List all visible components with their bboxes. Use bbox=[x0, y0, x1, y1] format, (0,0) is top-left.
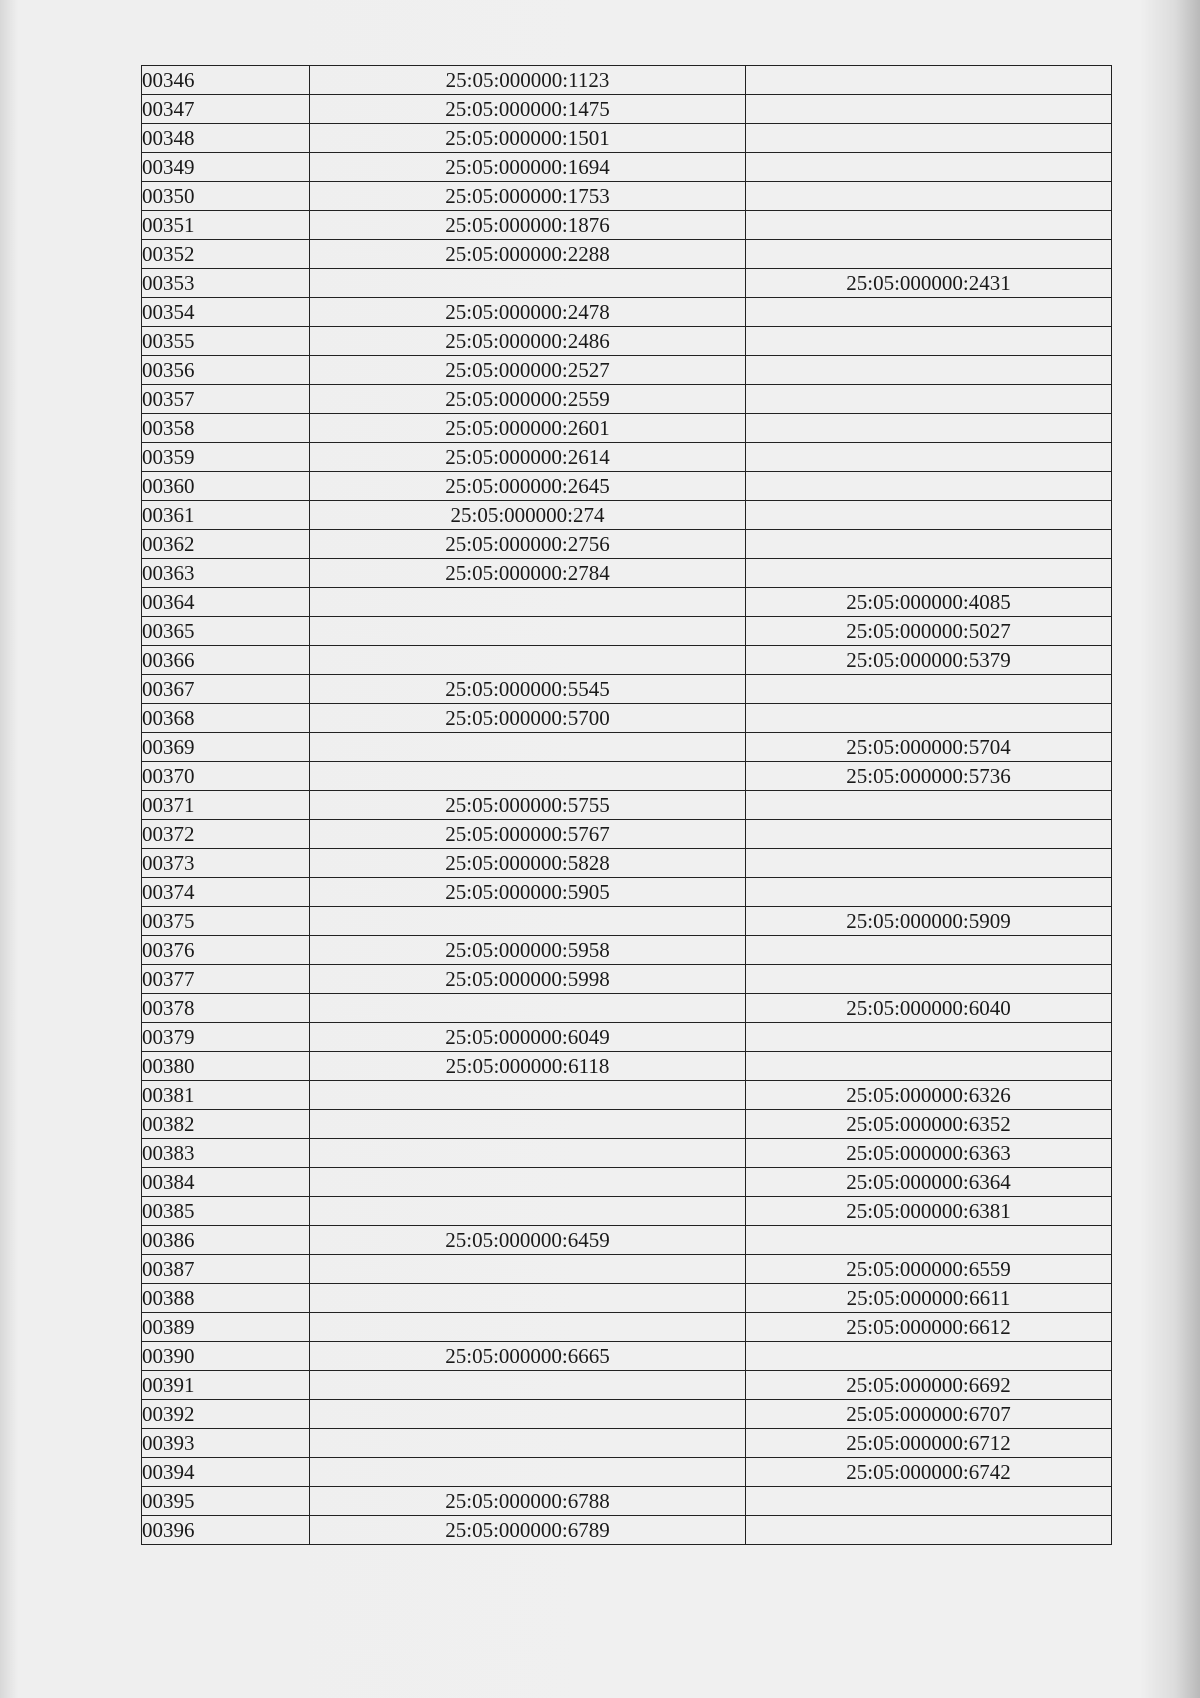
table-row bbox=[142, 1487, 1112, 1516]
row-number-cell: 00361 bbox=[142, 501, 310, 530]
cadastral-number-cell-b: 25:05:000000:6742 bbox=[746, 1458, 1112, 1487]
table-row bbox=[142, 878, 1112, 907]
cadastral-number-cell-b: 25:05:000000:6352 bbox=[746, 1110, 1112, 1139]
row-number-cell: 00373 bbox=[142, 849, 310, 878]
row-number-cell: 00349 bbox=[142, 153, 310, 182]
cadastral-number-cell-a: 25:05:000000:6788 bbox=[310, 1487, 746, 1516]
cadastral-number-cell-a: 25:05:000000:6789 bbox=[310, 1516, 746, 1545]
cadastral-number-cell-a: 25:05:000000:5828 bbox=[310, 849, 746, 878]
cadastral-number-cell-a: 25:05:000000:5998 bbox=[310, 965, 746, 994]
row-number-cell: 00376 bbox=[142, 936, 310, 965]
cadastral-number-cell-a: 25:05:000000:2288 bbox=[310, 240, 746, 269]
cadastral-number-cell-a bbox=[310, 1168, 746, 1197]
table-row bbox=[142, 994, 1112, 1023]
cadastral-number-cell-b: 25:05:000000:6612 bbox=[746, 1313, 1112, 1342]
row-number-cell: 00350 bbox=[142, 182, 310, 211]
cadastral-number-table bbox=[141, 65, 1112, 1545]
cadastral-number-cell-b bbox=[746, 240, 1112, 269]
cadastral-number-cell-b bbox=[746, 95, 1112, 124]
cadastral-number-cell-a bbox=[310, 1197, 746, 1226]
cadastral-number-cell-b bbox=[746, 820, 1112, 849]
cadastral-number-cell-b bbox=[746, 211, 1112, 240]
cadastral-number-cell-b: 25:05:000000:6559 bbox=[746, 1255, 1112, 1284]
cadastral-number-cell-a: 25:05:000000:1475 bbox=[310, 95, 746, 124]
cadastral-number-cell-a bbox=[310, 1284, 746, 1313]
cadastral-number-cell-b bbox=[746, 356, 1112, 385]
row-number-cell: 00388 bbox=[142, 1284, 310, 1313]
cadastral-number-cell-a bbox=[310, 1400, 746, 1429]
table-row bbox=[142, 298, 1112, 327]
table-row bbox=[142, 269, 1112, 298]
row-number-cell: 00368 bbox=[142, 704, 310, 733]
cadastral-number-cell-a: 25:05:000000:5905 bbox=[310, 878, 746, 907]
row-number-cell: 00378 bbox=[142, 994, 310, 1023]
cadastral-number-cell-b bbox=[746, 298, 1112, 327]
row-number-cell: 00354 bbox=[142, 298, 310, 327]
cadastral-number-cell-a bbox=[310, 1139, 746, 1168]
cadastral-number-cell-b bbox=[746, 704, 1112, 733]
table-row bbox=[142, 1313, 1112, 1342]
cadastral-number-cell-a: 25:05:000000:5958 bbox=[310, 936, 746, 965]
table-row bbox=[142, 1168, 1112, 1197]
cadastral-number-cell-a bbox=[310, 733, 746, 762]
table-row bbox=[142, 588, 1112, 617]
row-number-cell: 00366 bbox=[142, 646, 310, 675]
row-number-cell: 00346 bbox=[142, 66, 310, 95]
cadastral-number-cell-a: 25:05:000000:6118 bbox=[310, 1052, 746, 1081]
cadastral-number-cell-a: 25:05:000000:1694 bbox=[310, 153, 746, 182]
cadastral-number-cell-b bbox=[746, 1052, 1112, 1081]
row-number-cell: 00351 bbox=[142, 211, 310, 240]
table-row bbox=[142, 1052, 1112, 1081]
table-row bbox=[142, 733, 1112, 762]
row-number-cell: 00360 bbox=[142, 472, 310, 501]
cadastral-number-cell-b: 25:05:000000:6363 bbox=[746, 1139, 1112, 1168]
cadastral-number-cell-a: 25:05:000000:5767 bbox=[310, 820, 746, 849]
row-number-cell: 00392 bbox=[142, 1400, 310, 1429]
row-number-cell: 00394 bbox=[142, 1458, 310, 1487]
cadastral-number-cell-b bbox=[746, 1342, 1112, 1371]
table-row bbox=[142, 472, 1112, 501]
cadastral-number-cell-a bbox=[310, 269, 746, 298]
row-number-cell: 00362 bbox=[142, 530, 310, 559]
table-row bbox=[142, 66, 1112, 95]
table-row bbox=[142, 849, 1112, 878]
row-number-cell: 00363 bbox=[142, 559, 310, 588]
table-body bbox=[142, 66, 1112, 1545]
cadastral-number-cell-a bbox=[310, 617, 746, 646]
table-row bbox=[142, 1226, 1112, 1255]
row-number-cell: 00391 bbox=[142, 1371, 310, 1400]
cadastral-number-cell-b: 25:05:000000:6707 bbox=[746, 1400, 1112, 1429]
table-row bbox=[142, 1429, 1112, 1458]
row-number-cell: 00396 bbox=[142, 1516, 310, 1545]
cadastral-number-cell-b bbox=[746, 675, 1112, 704]
cadastral-number-cell-b bbox=[746, 849, 1112, 878]
table-row bbox=[142, 124, 1112, 153]
table-row bbox=[142, 1255, 1112, 1284]
cadastral-number-cell-b: 25:05:000000:5027 bbox=[746, 617, 1112, 646]
table-row bbox=[142, 327, 1112, 356]
cadastral-number-cell-b: 25:05:000000:6326 bbox=[746, 1081, 1112, 1110]
cadastral-number-cell-a: 25:05:000000:1876 bbox=[310, 211, 746, 240]
table-row bbox=[142, 559, 1112, 588]
row-number-cell: 00359 bbox=[142, 443, 310, 472]
row-number-cell: 00370 bbox=[142, 762, 310, 791]
cadastral-number-cell-b: 25:05:000000:5909 bbox=[746, 907, 1112, 936]
cadastral-number-cell-a: 25:05:000000:1123 bbox=[310, 66, 746, 95]
row-number-cell: 00385 bbox=[142, 1197, 310, 1226]
cadastral-number-cell-a: 25:05:000000:2478 bbox=[310, 298, 746, 327]
cadastral-number-cell-b bbox=[746, 1487, 1112, 1516]
cadastral-number-cell-a bbox=[310, 1110, 746, 1139]
cadastral-number-cell-b bbox=[746, 559, 1112, 588]
row-number-cell: 00382 bbox=[142, 1110, 310, 1139]
table-row bbox=[142, 936, 1112, 965]
cadastral-number-cell-b: 25:05:000000:6040 bbox=[746, 994, 1112, 1023]
row-number-cell: 00364 bbox=[142, 588, 310, 617]
row-number-cell: 00371 bbox=[142, 791, 310, 820]
cadastral-number-cell-a: 25:05:000000:6665 bbox=[310, 1342, 746, 1371]
cadastral-number-cell-a: 25:05:000000:1753 bbox=[310, 182, 746, 211]
row-number-cell: 00372 bbox=[142, 820, 310, 849]
cadastral-number-cell-a bbox=[310, 907, 746, 936]
table-row bbox=[142, 1516, 1112, 1545]
table-row bbox=[142, 356, 1112, 385]
row-number-cell: 00369 bbox=[142, 733, 310, 762]
cadastral-number-cell-b bbox=[746, 1516, 1112, 1545]
row-number-cell: 00352 bbox=[142, 240, 310, 269]
table-row bbox=[142, 1139, 1112, 1168]
table-row bbox=[142, 95, 1112, 124]
cadastral-number-cell-b: 25:05:000000:4085 bbox=[746, 588, 1112, 617]
cadastral-number-cell-a: 25:05:000000:1501 bbox=[310, 124, 746, 153]
table-row bbox=[142, 182, 1112, 211]
cadastral-number-cell-b bbox=[746, 1023, 1112, 1052]
row-number-cell: 00348 bbox=[142, 124, 310, 153]
table-row bbox=[142, 1197, 1112, 1226]
cadastral-number-cell-a: 25:05:000000:2756 bbox=[310, 530, 746, 559]
row-number-cell: 00387 bbox=[142, 1255, 310, 1284]
table-row bbox=[142, 617, 1112, 646]
row-number-cell: 00383 bbox=[142, 1139, 310, 1168]
row-number-cell: 00384 bbox=[142, 1168, 310, 1197]
cadastral-number-cell-b: 25:05:000000:6692 bbox=[746, 1371, 1112, 1400]
table-row bbox=[142, 762, 1112, 791]
cadastral-number-cell-a: 25:05:000000:2527 bbox=[310, 356, 746, 385]
cadastral-number-cell-a: 25:05:000000:2614 bbox=[310, 443, 746, 472]
cadastral-number-cell-a: 25:05:000000:5545 bbox=[310, 675, 746, 704]
cadastral-number-cell-b bbox=[746, 965, 1112, 994]
cadastral-number-cell-a bbox=[310, 588, 746, 617]
table-row bbox=[142, 820, 1112, 849]
cadastral-number-cell-a: 25:05:000000:2645 bbox=[310, 472, 746, 501]
row-number-cell: 00356 bbox=[142, 356, 310, 385]
table-row bbox=[142, 153, 1112, 182]
cadastral-number-cell-a bbox=[310, 1313, 746, 1342]
row-number-cell: 00395 bbox=[142, 1487, 310, 1516]
cadastral-number-cell-b bbox=[746, 443, 1112, 472]
table-row bbox=[142, 1110, 1112, 1139]
cadastral-number-cell-a bbox=[310, 1081, 746, 1110]
table-row bbox=[142, 1400, 1112, 1429]
table-row bbox=[142, 501, 1112, 530]
cadastral-number-cell-a: 25:05:000000:2601 bbox=[310, 414, 746, 443]
cadastral-number-cell-b bbox=[746, 530, 1112, 559]
cadastral-number-cell-a: 25:05:000000:6459 bbox=[310, 1226, 746, 1255]
table-row bbox=[142, 1371, 1112, 1400]
cadastral-number-cell-a: 25:05:000000:2784 bbox=[310, 559, 746, 588]
row-number-cell: 00377 bbox=[142, 965, 310, 994]
cadastral-number-cell-b: 25:05:000000:6381 bbox=[746, 1197, 1112, 1226]
table-row bbox=[142, 211, 1112, 240]
table-row bbox=[142, 240, 1112, 269]
cadastral-number-cell-b: 25:05:000000:6712 bbox=[746, 1429, 1112, 1458]
table-row bbox=[142, 907, 1112, 936]
cadastral-number-cell-a bbox=[310, 1255, 746, 1284]
cadastral-number-cell-b bbox=[746, 1226, 1112, 1255]
table-row bbox=[142, 443, 1112, 472]
cadastral-number-cell-b: 25:05:000000:6364 bbox=[746, 1168, 1112, 1197]
table-row bbox=[142, 385, 1112, 414]
row-number-cell: 00393 bbox=[142, 1429, 310, 1458]
cadastral-number-cell-b bbox=[746, 153, 1112, 182]
cadastral-number-cell-b bbox=[746, 124, 1112, 153]
table-row bbox=[142, 1023, 1112, 1052]
cadastral-number-cell-b bbox=[746, 66, 1112, 95]
cadastral-number-cell-a: 25:05:000000:5700 bbox=[310, 704, 746, 733]
table-row bbox=[142, 791, 1112, 820]
row-number-cell: 00375 bbox=[142, 907, 310, 936]
cadastral-number-cell-a: 25:05:000000:2559 bbox=[310, 385, 746, 414]
row-number-cell: 00374 bbox=[142, 878, 310, 907]
cadastral-number-cell-b: 25:05:000000:5704 bbox=[746, 733, 1112, 762]
table-row bbox=[142, 1284, 1112, 1313]
cadastral-number-cell-b: 25:05:000000:5736 bbox=[746, 762, 1112, 791]
cadastral-number-cell-b: 25:05:000000:5379 bbox=[746, 646, 1112, 675]
row-number-cell: 00380 bbox=[142, 1052, 310, 1081]
cadastral-number-cell-b bbox=[746, 182, 1112, 211]
row-number-cell: 00379 bbox=[142, 1023, 310, 1052]
row-number-cell: 00390 bbox=[142, 1342, 310, 1371]
row-number-cell: 00389 bbox=[142, 1313, 310, 1342]
row-number-cell: 00353 bbox=[142, 269, 310, 298]
cadastral-number-cell-b bbox=[746, 878, 1112, 907]
cadastral-number-cell-b: 25:05:000000:6611 bbox=[746, 1284, 1112, 1313]
row-number-cell: 00381 bbox=[142, 1081, 310, 1110]
table-row bbox=[142, 414, 1112, 443]
row-number-cell: 00386 bbox=[142, 1226, 310, 1255]
cadastral-number-cell-b bbox=[746, 414, 1112, 443]
table-row bbox=[142, 675, 1112, 704]
table-row bbox=[142, 530, 1112, 559]
row-number-cell: 00365 bbox=[142, 617, 310, 646]
cadastral-number-cell-b bbox=[746, 327, 1112, 356]
table-row bbox=[142, 1458, 1112, 1487]
row-number-cell: 00355 bbox=[142, 327, 310, 356]
row-number-cell: 00367 bbox=[142, 675, 310, 704]
cadastral-number-cell-a bbox=[310, 646, 746, 675]
row-number-cell: 00358 bbox=[142, 414, 310, 443]
cadastral-number-cell-a bbox=[310, 1429, 746, 1458]
row-number-cell: 00347 bbox=[142, 95, 310, 124]
cadastral-number-cell-a: 25:05:000000:274 bbox=[310, 501, 746, 530]
cadastral-number-cell-a bbox=[310, 762, 746, 791]
row-number-cell: 00357 bbox=[142, 385, 310, 414]
cadastral-number-cell-b bbox=[746, 472, 1112, 501]
cadastral-number-cell-b bbox=[746, 385, 1112, 414]
cadastral-number-cell-a: 25:05:000000:2486 bbox=[310, 327, 746, 356]
cadastral-number-cell-b: 25:05:000000:2431 bbox=[746, 269, 1112, 298]
cadastral-number-cell-a: 25:05:000000:5755 bbox=[310, 791, 746, 820]
cadastral-number-cell-a bbox=[310, 1458, 746, 1487]
table-row bbox=[142, 1342, 1112, 1371]
cadastral-number-cell-b bbox=[746, 501, 1112, 530]
table-row bbox=[142, 965, 1112, 994]
table-row bbox=[142, 646, 1112, 675]
cadastral-number-cell-a: 25:05:000000:6049 bbox=[310, 1023, 746, 1052]
cadastral-number-cell-a bbox=[310, 994, 746, 1023]
cadastral-number-cell-a bbox=[310, 1371, 746, 1400]
cadastral-number-cell-b bbox=[746, 936, 1112, 965]
cadastral-number-cell-b bbox=[746, 791, 1112, 820]
table-row bbox=[142, 1081, 1112, 1110]
table-row bbox=[142, 704, 1112, 733]
